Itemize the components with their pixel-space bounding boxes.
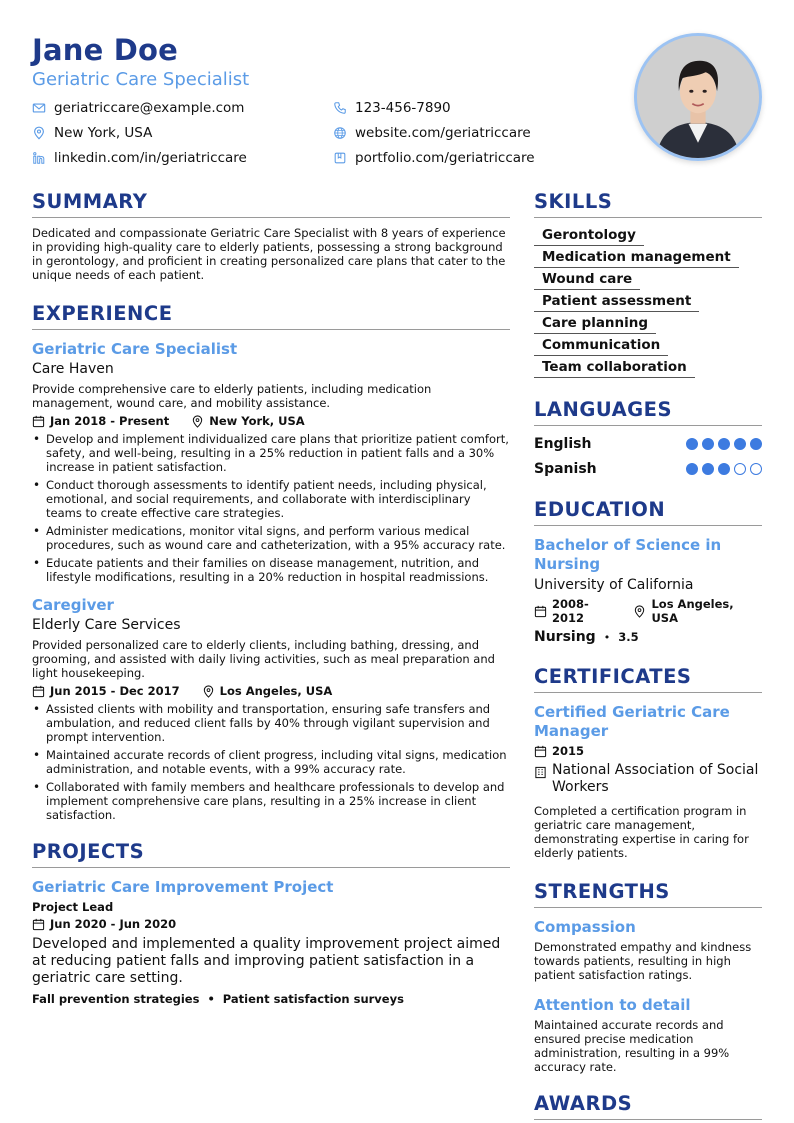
strength-item [534, 918, 762, 982]
job-company: Care Haven [32, 361, 114, 377]
contact-portfolio-text: portfolio.com/geriatriccare [355, 150, 535, 166]
level-dot-filled [734, 438, 746, 450]
education-field-row [534, 629, 762, 645]
certificate-description: Completed a certification program in geriatric care management, demonstrating expertise in caring for elderly patients. [534, 804, 749, 860]
project-role: Project Lead [32, 900, 114, 914]
contact-website-text: website.com/geriatriccare [355, 125, 531, 141]
job-bullets [32, 432, 510, 584]
project-tag: Fall prevention strategies [32, 992, 200, 1006]
skill-tag: Medication management [534, 246, 739, 268]
level-dot-filled [686, 438, 698, 450]
job-bullet: • Assisted clients with mobility and transportation, ensuring safe transfers and ambulation, and reduced client falls by 40% through vigilant supervision and prompt intervention. [32, 702, 510, 744]
project-description: Developed and implemented a quality improvement project aimed at reducing patient falls and improving patient satisfaction in a geriatric care setting. [32, 936, 501, 986]
skills-heading: SKILLS [534, 190, 762, 218]
projects-heading: PROJECTS [32, 840, 510, 868]
mail-icon [32, 101, 46, 115]
strengths-heading: STRENGTHS [534, 880, 762, 908]
job-bullet: • Conduct thorough assessments to identify patient needs, including physical, emotional, and social requirements, and collaborate with interdisciplinary teams to create effective care strategies. [32, 478, 510, 520]
job-description: Provided personalized care to elderly clients, including bathing, dressing, and grooming, and assisted with daily living activities, such as meal preparation and light housekeeping. [32, 638, 495, 680]
building-icon [534, 764, 547, 777]
job-bullet: • Develop and implement individualized care plans that prioritize patient comfort, safety, and well-being, resulting in a 25% reduction in patient falls and a 30% increase in patient satisfaction. [32, 432, 510, 474]
level-dot-filled [702, 463, 714, 475]
skill-tag: Patient assessment [534, 290, 699, 312]
project-dates: Jun 2020 - Jun 2020 [50, 917, 177, 931]
calendar-icon [32, 918, 45, 931]
left-column [32, 190, 510, 1006]
job-bullet: • Collaborated with family members and healthcare professionals to develop and implement comprehensive care plans, resulting in a 25% increase in client satisfaction. [32, 780, 510, 822]
location-pin-icon [32, 126, 46, 140]
languages-heading: LANGUAGES [534, 398, 762, 426]
job-description: Provide comprehensive care to elderly patients, including medication management, wound care, and mobility assistance. [32, 382, 432, 410]
education-location: Los Angeles, USA [651, 597, 734, 625]
job-bullet: • Educate patients and their families on disease management, nutrition, and lifestyle modifications, resulting in a 20% reduction in hospital readmissions. [32, 556, 510, 584]
job-meta [32, 414, 510, 428]
contact-location [32, 125, 152, 141]
skill-tag: Communication [534, 334, 668, 356]
education-item [534, 536, 762, 645]
skill-tag: Team collaboration [534, 356, 695, 378]
location-pin-icon [633, 605, 646, 618]
calendar-icon [534, 745, 547, 758]
certificate-meta [534, 744, 762, 758]
education-degree: Bachelor of Science in Nursing [534, 536, 722, 573]
experience-heading: EXPERIENCE [32, 302, 510, 330]
language-row [534, 431, 762, 456]
contact-linkedin[interactable] [32, 150, 247, 166]
calendar-icon [534, 605, 547, 618]
education-school: University of California [534, 577, 694, 593]
certificate-issuer-row [534, 762, 762, 796]
level-dot-filled [702, 438, 714, 450]
languages-list [534, 431, 762, 481]
tag-separator: • [207, 992, 215, 1006]
experience-item [32, 596, 510, 822]
strength-name: Attention to detail [534, 996, 691, 1014]
field-separator: • [603, 630, 611, 644]
candidate-name: Jane Doe [32, 33, 179, 67]
contact-linkedin-text: linkedin.com/in/geriatriccare [54, 150, 247, 166]
job-company: Elderly Care Services [32, 617, 181, 633]
skill-tag: Gerontology [534, 224, 644, 246]
level-dot-filled [686, 463, 698, 475]
language-row [534, 456, 762, 481]
certificates-heading: CERTIFICATES [534, 665, 762, 693]
contact-email[interactable] [32, 100, 244, 116]
skill-tag: Care planning [534, 312, 656, 334]
strength-name: Compassion [534, 918, 636, 936]
education-field: Nursing [534, 629, 596, 645]
contact-phone-text: 123-456-7890 [355, 100, 451, 116]
job-location: Los Angeles, USA [219, 684, 333, 698]
level-dot-empty [734, 463, 746, 475]
level-dot-filled [718, 463, 730, 475]
project-tags [32, 992, 510, 1006]
summary-heading: SUMMARY [32, 190, 510, 218]
strength-description: Maintained accurate records and ensured precise medication administration, resulting in a 99% accuracy rate. [534, 1018, 730, 1074]
certificate-name: Certified Geriatric Care Manager [534, 703, 730, 740]
strength-item [534, 996, 762, 1074]
job-location: New York, USA [209, 414, 305, 428]
profile-photo [634, 33, 762, 161]
summary-text: Dedicated and compassionate Geriatric Care Specialist with 8 years of experience in providing high-quality care to elderly patients, possessing a strong background in gerontology, and proficient in creating personalized care plans that cater to the unique needs of each patient. [32, 226, 506, 282]
language-level [686, 438, 762, 450]
job-bullets [32, 702, 510, 822]
profile-photo-illustration [637, 36, 759, 158]
calendar-icon [32, 685, 45, 698]
language-name: English [534, 435, 592, 452]
job-role: Geriatric Care Specialist [32, 340, 238, 358]
job-bullet: • Maintained accurate records of client progress, including vital signs, medication administration, and notable events, with a 99% accuracy rate. [32, 748, 510, 776]
location-pin-icon [191, 415, 204, 428]
certificate-issuer: National Association of Social Workers [552, 762, 759, 795]
level-dot-empty [750, 463, 762, 475]
job-meta [32, 684, 510, 698]
language-name: Spanish [534, 460, 597, 477]
level-dot-filled [750, 438, 762, 450]
contact-email-text: geriatriccare@example.com [54, 100, 245, 116]
awards-heading: AWARDS [534, 1092, 762, 1120]
education-heading: EDUCATION [534, 498, 762, 526]
calendar-icon [32, 415, 45, 428]
contact-location-text: New York, USA [54, 125, 153, 141]
project-name: Geriatric Care Improvement Project [32, 878, 334, 896]
project-item [32, 878, 510, 1006]
phone-icon [333, 101, 347, 115]
contact-portfolio[interactable] [333, 150, 535, 166]
certificate-year: 2015 [552, 744, 585, 758]
right-column [534, 190, 762, 1120]
experience-item [32, 340, 510, 584]
job-dates: Jun 2015 - Dec 2017 [50, 684, 180, 698]
contact-phone[interactable] [333, 100, 451, 116]
job-role: Caregiver [32, 596, 114, 614]
strength-description: Demonstrated empathy and kindness towards patients, resulting in high patient satisfaction ratings. [534, 940, 752, 982]
location-pin-icon [202, 685, 215, 698]
job-bullet: • Administer medications, monitor vital signs, and perform various medical procedures, such as wound care and catheterization, with a 95% accuracy rate. [32, 524, 510, 552]
skill-tag: Wound care [534, 268, 640, 290]
education-dates: 2008-2012 [552, 597, 589, 625]
skills-list [534, 224, 762, 378]
education-meta [534, 597, 762, 625]
certificate-item [534, 703, 762, 860]
job-dates: Jan 2018 - Present [50, 414, 170, 428]
portfolio-icon [333, 151, 347, 165]
globe-icon [333, 126, 347, 140]
project-meta [32, 917, 510, 931]
education-gpa: 3.5 [618, 630, 639, 644]
candidate-title: Geriatric Care Specialist [32, 69, 250, 90]
project-tag: Patient satisfaction surveys [222, 992, 404, 1006]
language-level [686, 463, 762, 475]
linkedin-icon [32, 151, 46, 165]
level-dot-filled [718, 438, 730, 450]
contact-website[interactable] [333, 125, 531, 141]
